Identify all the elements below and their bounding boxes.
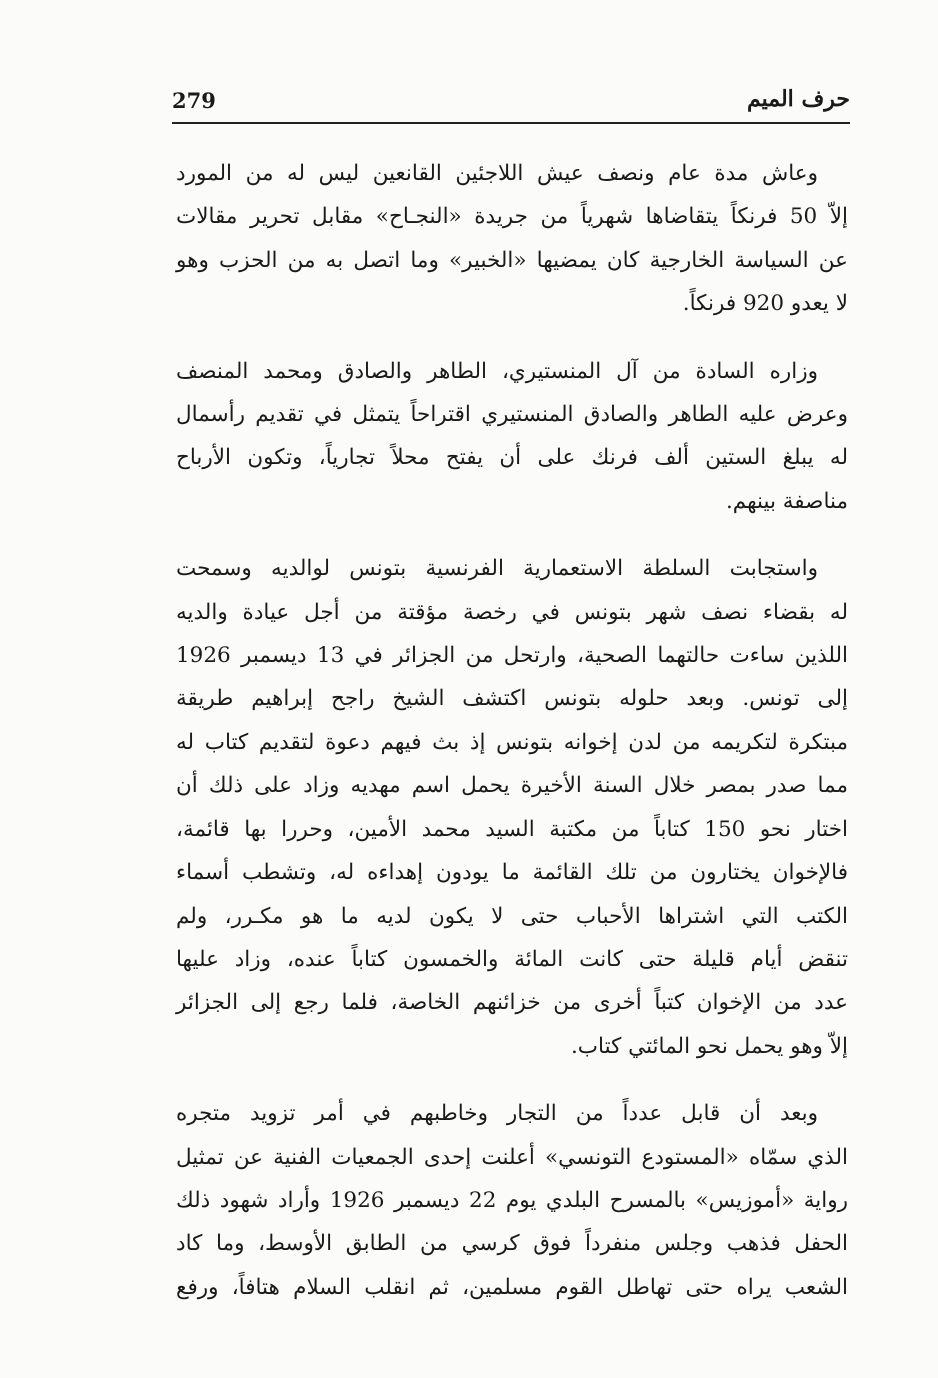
body-text — [176, 152, 848, 1333]
text-line: وبعد أن قابل عدداً من التجار وخاطبهم في أمر تزويد متجره — [176, 1101, 818, 1127]
text-line: الشعب يراه حتى تهاطل القوم مسلمين، ثم انقلب السلام هتافاً، ورفع — [176, 1274, 848, 1300]
text-line: عدد من الإخوان كتباً أخرى من خزائنهم الخاصة، فلما رجع إلى الجزائر — [176, 990, 848, 1016]
text-line: واستجابت السلطة الاستعمارية الفرنسية بتونس لوالديه وسمحت — [176, 556, 818, 582]
text-line: اختار نحو 150 كتاباً من مكتبة السيد محمد الأمين، وحررا بها قائمة، — [176, 816, 848, 842]
page-header — [172, 82, 850, 124]
text-line: رواية «أموزيس» بالمسرح البلدي يوم 22 ديسمبر 1926 وأراد شهود ذلك — [176, 1187, 849, 1213]
text-line: فالإخوان يختارون من تلك القائمة ما يودون إهداءه له، وتشطب أسماء — [176, 860, 848, 886]
text-line: وعرض عليه الطاهر والصادق المنستيري اقتراحاً يتمثل في تقديم رأسمال — [176, 402, 848, 428]
text-line: مناصفة بينهم. — [725, 488, 848, 514]
paragraph-4 — [176, 1092, 848, 1309]
text-line: لا يعدو 920 فرنكاً. — [682, 291, 848, 317]
text-line: وعاش مدة عام ونصف عيش اللاجئين القانعين ليس له من المورد — [176, 161, 818, 186]
running-title: حرف الميم — [746, 86, 850, 112]
text-line: عن السياسة الخارجية كان يمضيها «الخبير» وما اتصل به من الحزب وهو — [176, 247, 848, 273]
text-line: له بقضاء نصف شهر بتونس في رخصة مؤقتة من أجل عيادة والديه — [176, 599, 848, 625]
text-line: اللذين ساءت حالتهما الصحية، وارتحل من الجزائر في 13 ديسمبر 1926 — [176, 643, 849, 669]
text-line: إلاّ 50 فرنكاً يتقاضاها شهرياً من جريدة «النجـاح» مقابل تحرير مقالات — [176, 204, 848, 230]
paragraph-3 — [176, 547, 848, 1068]
text-line: إلاّ وهو يحمل نحو المائتي كتاب. — [570, 1033, 848, 1059]
text-line: تنقض أيام قليلة حتى كانت المائة والخمسون كتاباً عنده، وزاد عليها — [176, 946, 848, 972]
text-line: مبتكرة لتكريمه من لدن إخوانه بتونس إذ بث فيهم دعوة لتقديم كتاب له — [176, 729, 848, 755]
page-number: 279 — [172, 88, 216, 113]
text-line: الحفل فذهب وجلس منفرداً فوق كرسي من الطابق الأوسط، وما كاد — [176, 1231, 848, 1257]
text-line: الذي سمّاه «المستودع التونسي» أعلنت إحدى الجمعيات الفنية عن تمثيل — [176, 1144, 848, 1170]
paragraph-1 — [176, 152, 848, 326]
paragraph-2 — [176, 350, 848, 524]
text-line: له يبلغ الستين ألف فرنك على أن يفتح محلاً تجارياً، وتكون الأرباح — [176, 445, 848, 471]
text-line: مما صدر بمصر خلال السنة الأخيرة يحمل اسم مهديه وزاد على ذلك أن — [176, 773, 848, 799]
text-line: وزاره السادة من آل المنستيري، الطاهر والصادق ومحمد المنصف — [176, 358, 818, 384]
text-line: الكتب التي اشتراها الأحباب حتى لا يكون لديه ما هو مكـرر، ولم — [176, 903, 848, 929]
text-line: إلى تونس. وبعد حلوله بتونس اكتشف الشيخ راجح إبراهيم طريقة — [176, 686, 848, 712]
